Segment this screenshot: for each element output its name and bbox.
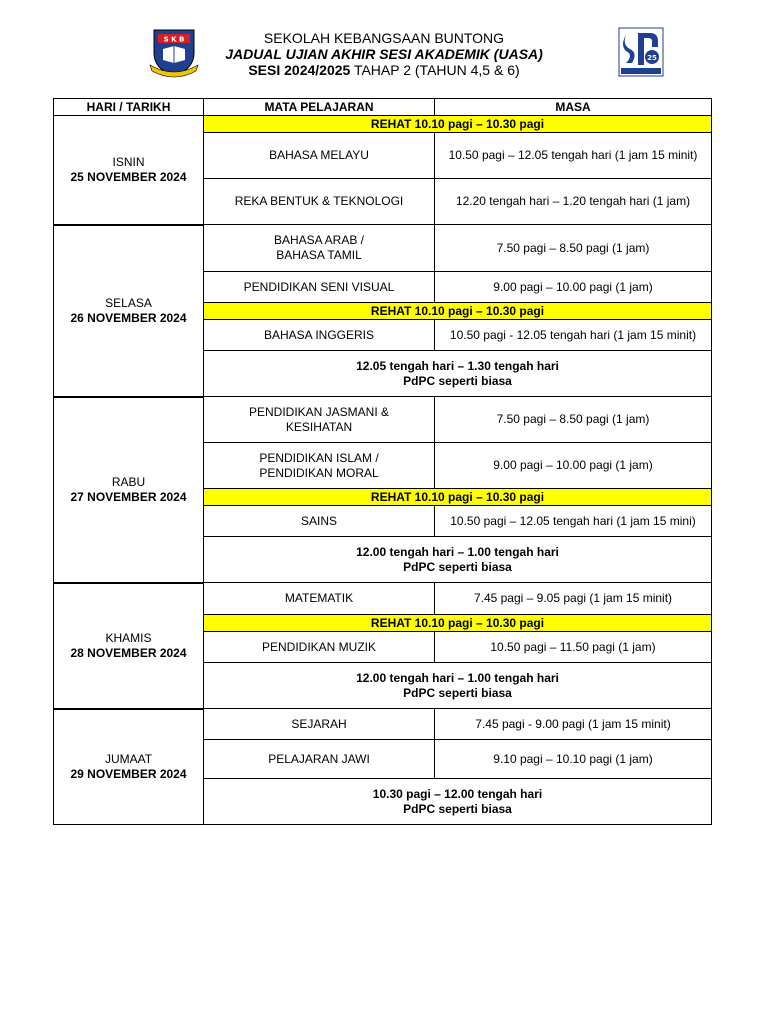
note-time: 12.00 tengah hari – 1.00 tengah hari <box>356 544 559 559</box>
subject-cell: SAINS <box>204 506 435 537</box>
rehat-row: REHAT 10.10 pagi – 10.30 pagi <box>204 116 712 133</box>
subject-cell: PENDIDIKAN MUZIK <box>204 632 435 663</box>
day-date: 29 NOVEMBER 2024 <box>70 766 187 781</box>
time-cell: 7.50 pagi – 8.50 pagi (1 jam) <box>435 225 712 272</box>
subject-cell <box>204 225 435 272</box>
day-name: KHAMIS <box>105 630 152 645</box>
note-text: PdPC seperti biasa <box>403 685 512 700</box>
document-header <box>0 30 768 78</box>
time-cell: 10.50 pagi – 12.05 tengah hari (1 jam 15 mini) <box>435 506 712 537</box>
note-text: PdPC seperti biasa <box>403 373 512 388</box>
session-bold: SESI 2024/2025 <box>248 62 351 78</box>
time-cell: 9.00 pagi – 10.00 pagi (1 jam) <box>435 272 712 303</box>
time-cell: 7.45 pagi – 9.05 pagi (1 jam 15 minit) <box>435 583 712 615</box>
subject-line-2: PENDIDIKAN MORAL <box>259 465 379 480</box>
col-header-day: HARI / TARIKH <box>54 99 204 116</box>
subject-cell: PENDIDIKAN SENI VISUAL <box>204 272 435 303</box>
table-row <box>54 709 712 740</box>
subject-cell: BAHASA INGGERIS <box>204 320 435 351</box>
subject-cell: MATEMATIK <box>204 583 435 615</box>
note-text: PdPC seperti biasa <box>403 801 512 816</box>
table-row <box>54 583 712 615</box>
time-cell: 9.00 pagi – 10.00 pagi (1 jam) <box>435 443 712 489</box>
rehat-row: REHAT 10.10 pagi – 10.30 pagi <box>204 615 712 632</box>
subject-line-2: BAHASA TAMIL <box>276 248 362 262</box>
subject-line-1: PENDIDIKAN JASMANI & <box>248 404 390 419</box>
time-cell: 7.50 pagi – 8.50 pagi (1 jam) <box>435 397 712 443</box>
table-row <box>54 397 712 443</box>
session-line <box>0 62 768 78</box>
subject-cell <box>204 397 435 443</box>
day-name: ISNIN <box>112 154 145 169</box>
anniversary-number: 25 <box>647 54 657 62</box>
time-cell: 10.50 pagi – 11.50 pagi (1 jam) <box>435 632 712 663</box>
note-time: 10.30 pagi – 12.00 tengah hari <box>372 786 543 801</box>
subject-cell <box>204 443 435 489</box>
time-cell: 7.45 pagi - 9.00 pagi (1 jam 15 minit) <box>435 709 712 740</box>
pdpc-note <box>204 663 712 709</box>
day-name: SELASA <box>105 295 152 310</box>
rehat-row: REHAT 10.10 pagi – 10.30 pagi <box>204 303 712 320</box>
subject-line-2: KESIHATAN <box>285 419 353 434</box>
day-name: JUMAAT <box>104 751 153 766</box>
header-row <box>54 99 712 116</box>
day-cell-khamis <box>54 583 204 709</box>
note-time: 12.05 tengah hari – 1.30 tengah hari <box>356 358 559 373</box>
col-header-time: MASA <box>435 99 712 116</box>
table-row <box>54 225 712 272</box>
subject-cell: REKA BENTUK & TEKNOLOGI <box>204 179 435 225</box>
day-cell-rabu <box>54 397 204 583</box>
exam-schedule-table <box>53 98 712 825</box>
day-cell-isnin <box>54 116 204 225</box>
col-header-subject: MATA PELAJARAN <box>204 99 435 116</box>
day-cell-selasa <box>54 225 204 397</box>
day-date: 25 NOVEMBER 2024 <box>70 169 187 184</box>
subject-line-1: BAHASA ARAB / <box>273 233 365 247</box>
time-cell: 9.10 pagi – 10.10 pagi (1 jam) <box>435 740 712 779</box>
time-cell: 10.50 pagi - 12.05 tengah hari (1 jam 15 minit) <box>435 320 712 351</box>
pdpc-note <box>204 351 712 397</box>
time-cell: 10.50 pagi – 12.05 tengah hari (1 jam 15 minit) <box>435 133 712 179</box>
pdpc-note <box>204 779 712 825</box>
day-date: 27 NOVEMBER 2024 <box>70 489 187 504</box>
document-title: JADUAL UJIAN AKHIR SESI AKADEMIK (UASA) <box>225 46 543 62</box>
day-date: 26 NOVEMBER 2024 <box>70 310 187 325</box>
time-cell: 12.20 tengah hari – 1.20 tengah hari (1 jam) <box>435 179 712 225</box>
crest-text: S K B <box>163 35 185 44</box>
day-cell-jumaat <box>54 709 204 825</box>
day-name: RABU <box>111 474 146 489</box>
subject-cell: SEJARAH <box>204 709 435 740</box>
note-time: 12.00 tengah hari – 1.00 tengah hari <box>356 670 559 685</box>
session-rest: TAHAP 2 (TAHUN 4,5 & 6) <box>350 62 520 78</box>
school-name: SEKOLAH KEBANGSAAN BUNTONG <box>263 30 505 46</box>
note-text: PdPC seperti biasa <box>403 559 512 574</box>
day-date: 28 NOVEMBER 2024 <box>70 645 187 660</box>
rehat-row: REHAT 10.10 pagi – 10.30 pagi <box>204 489 712 506</box>
table-row <box>54 116 712 133</box>
subject-cell: BAHASA MELAYU <box>204 133 435 179</box>
subject-cell: PELAJARAN JAWI <box>204 740 435 779</box>
pdpc-note <box>204 537 712 583</box>
subject-line-1: PENDIDIKAN ISLAM / <box>259 450 379 465</box>
